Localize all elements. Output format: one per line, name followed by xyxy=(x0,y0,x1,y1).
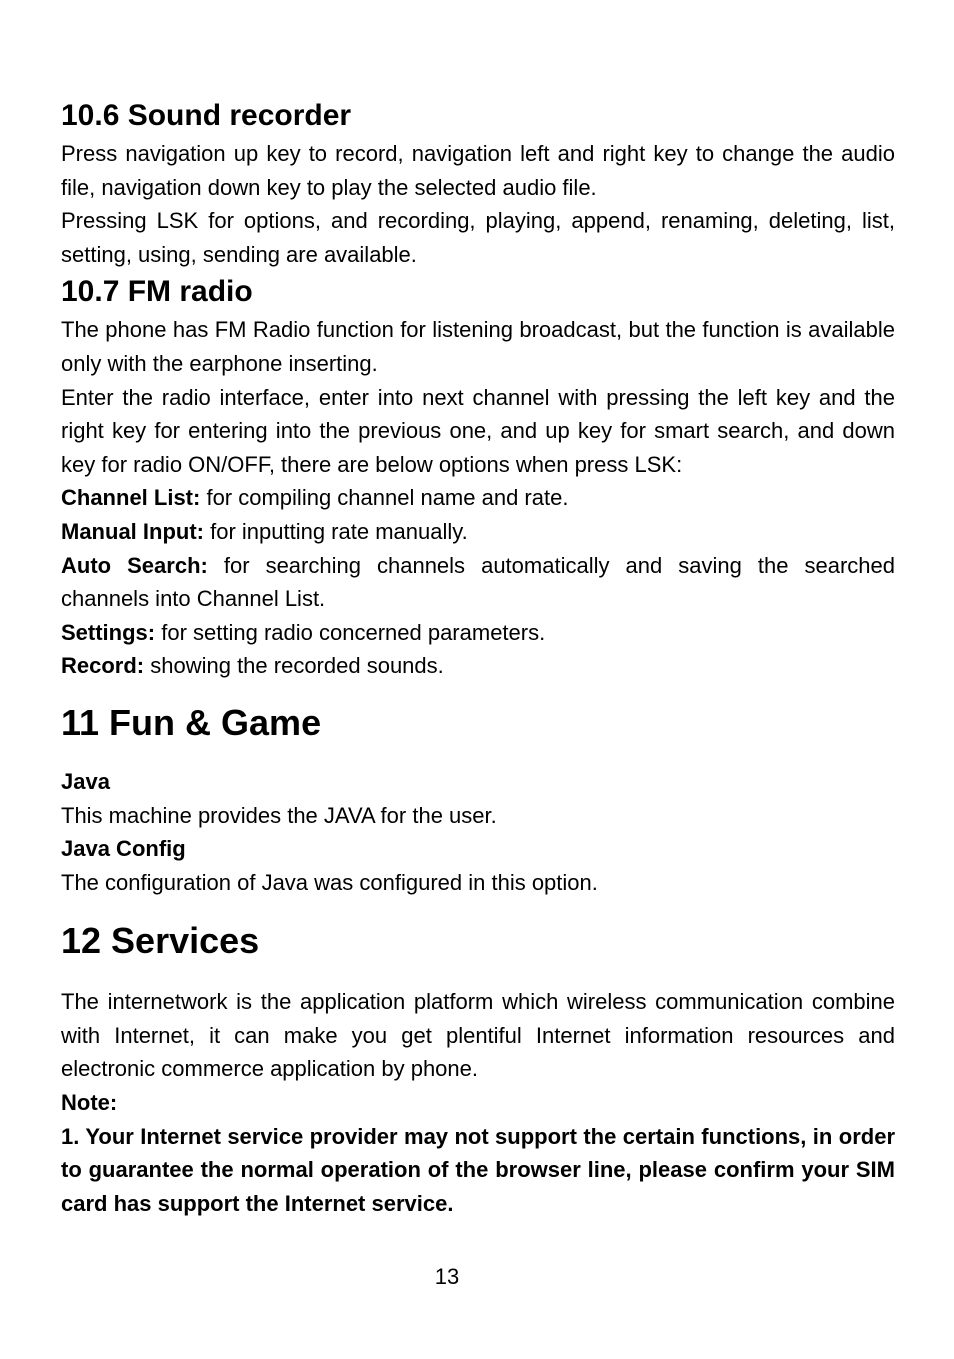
java-text: This machine provides the JAVA for the user. xyxy=(61,802,497,828)
section-10-7-paragraph-1: The phone has FM Radio function for listening broadcast, but the function is available only with the earphone inserting. xyxy=(61,317,895,376)
java-config-text: The configuration of Java was configured in this option. xyxy=(61,869,598,895)
option-manual-input xyxy=(61,515,895,549)
option-auto-search xyxy=(61,549,895,616)
java-heading: Java xyxy=(61,768,110,794)
option-desc: showing the recorded sounds. xyxy=(144,653,444,679)
option-desc: for searching channels automatically and saving the searched channels into Channel List. xyxy=(61,552,895,612)
section-10-6-title: 10.6 Sound recorder xyxy=(61,99,352,132)
option-desc: for inputting rate manually. xyxy=(203,518,468,544)
section-12-title: 12 Services xyxy=(61,920,260,962)
option-term: Record: xyxy=(61,653,145,679)
note-text: 1. Your Internet service provider may not support the certain functions, in order to guarantee the normal operation of the browser line, please confirm your SIM card has support the Internet service. xyxy=(61,1123,895,1216)
option-settings xyxy=(61,616,895,650)
document-page xyxy=(61,95,895,1220)
option-channel-list xyxy=(61,481,895,515)
note-label: Note: xyxy=(61,1090,118,1116)
section-11-title: 11 Fun & Game xyxy=(61,701,322,743)
section-10-7-title: 10.7 FM radio xyxy=(61,275,253,309)
option-desc: for setting radio concerned parameters. xyxy=(155,619,546,645)
option-term: Settings: xyxy=(61,619,156,645)
section-10-6-paragraph-1: Press navigation up key to record, navigation left and right key to change the audio file, navigation down key to play the selected audio file. xyxy=(61,141,895,200)
option-term: Channel List: xyxy=(61,485,201,511)
section-10-6-paragraph-2: Pressing LSK for options, and recording, playing, append, renaming, deleting, list, setting, using, sending are available. xyxy=(61,208,895,267)
page-number: 13 xyxy=(434,1264,460,1289)
option-desc: for compiling channel name and rate. xyxy=(200,485,569,511)
section-10-7-paragraph-2: Enter the radio interface, enter into next channel with pressing the left key and the right key for entering into the previous one, and up key for smart search, and down key for radio ON/OFF, there are below options when press LSK: xyxy=(61,384,895,477)
option-term: Manual Input: xyxy=(61,518,204,544)
java-config-heading: Java Config xyxy=(61,836,186,862)
section-12-paragraph: The internetwork is the application platform which wireless communication combine with Internet, it can make you get plentiful Internet information resources and electronic commerce application by phone. xyxy=(61,989,895,1082)
option-term: Auto Search: xyxy=(61,552,208,578)
option-record xyxy=(61,649,895,683)
